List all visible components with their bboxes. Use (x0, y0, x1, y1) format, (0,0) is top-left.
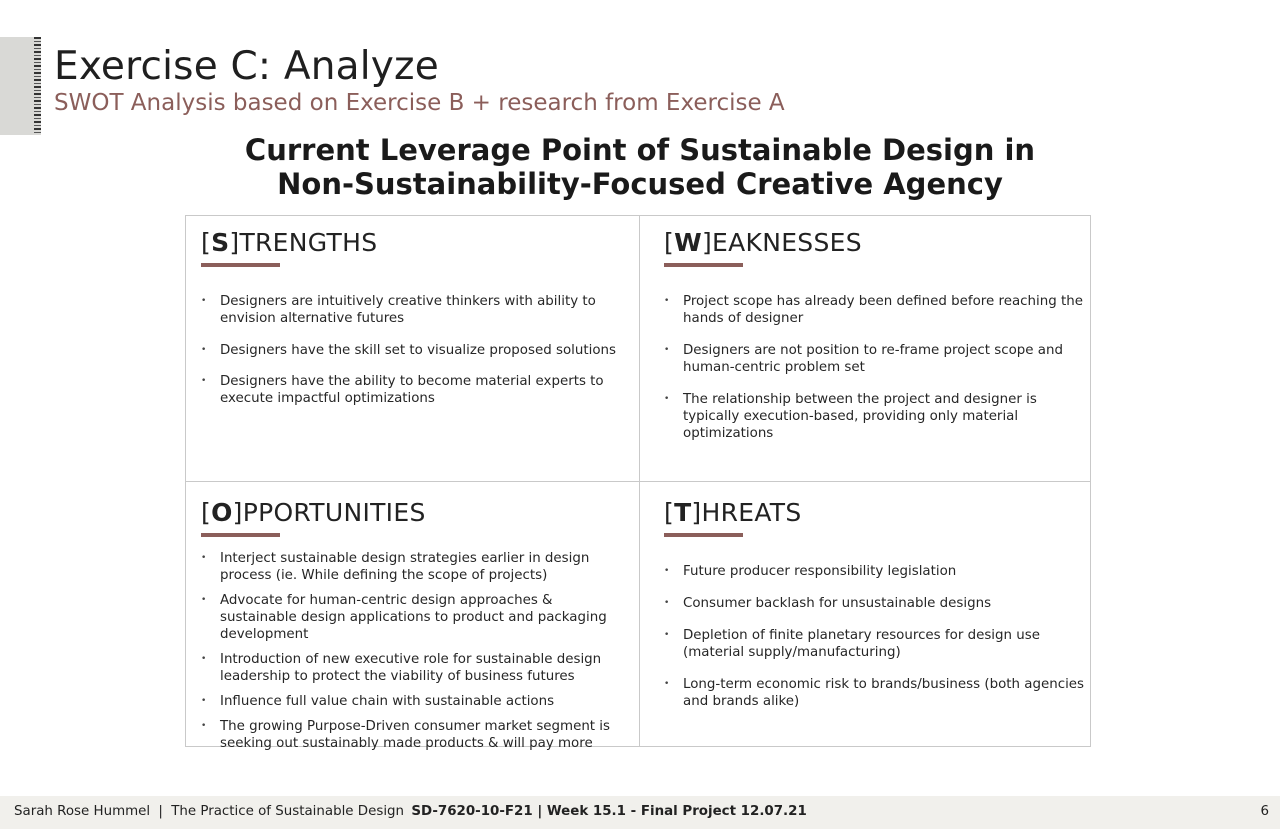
strengths-bracket-open: [ (201, 228, 212, 257)
opportunities-list (201, 550, 623, 752)
footer-bar (0, 796, 1280, 829)
list-item: • Depletion of finite planetary resources for design use (material supply/manufacturing) (664, 627, 1084, 661)
swot-grid-horizontal-divider (185, 481, 1091, 482)
threats-heading (664, 498, 802, 527)
weaknesses-quadrant (664, 228, 862, 267)
list-item: • Designers have the skill set to visualize proposed solutions (201, 342, 621, 359)
weaknesses-rest: EAKNESSES (712, 228, 862, 257)
list-item: • Influence full value chain with sustainable actions (201, 693, 623, 710)
list-item: • Long-term economic risk to brands/business (both agencies and brands alike) (664, 676, 1084, 710)
weaknesses-heading (664, 228, 862, 257)
footer-credits (14, 804, 807, 819)
slide-subtitle: SWOT Analysis based on Exercise B + research from Exercise A (54, 90, 785, 116)
list-item: • Designers are intuitively creative thinkers with ability to envision alternative futures (201, 293, 621, 327)
list-item: • The growing Purpose-Driven consumer market segment is seeking out sustainably made products & will pay more (201, 718, 623, 752)
strengths-heading (201, 228, 377, 257)
list-item: • Introduction of new executive role for sustainable design leadership to protect the viability of business futures (201, 651, 623, 685)
strengths-list (201, 293, 621, 407)
weaknesses-list (664, 293, 1084, 442)
list-item: • The relationship between the project and designer is typically execution-based, providing only material optimizations (664, 391, 1084, 442)
threats-letter: T (674, 498, 692, 527)
opportunities-underline (201, 533, 280, 537)
opportunities-bracket-open: [ (201, 498, 212, 527)
swot-heading (0, 133, 1280, 201)
opportunities-quadrant (201, 498, 426, 537)
threats-bracket-open: [ (664, 498, 675, 527)
footer-author: Sarah Rose Hummel (14, 804, 151, 819)
opportunities-letter: O (211, 498, 233, 527)
list-item: • Advocate for human-centric design approaches & sustainable design applications to product and packaging development (201, 592, 623, 643)
side-tab-pattern (34, 37, 41, 135)
list-item: • Designers have the ability to become material experts to execute impactful optimizations (201, 373, 621, 407)
opportunities-bracket-close: ] (232, 498, 243, 527)
opportunities-heading (201, 498, 426, 527)
weaknesses-letter: W (674, 228, 702, 257)
strengths-quadrant (201, 228, 377, 267)
page-number: 6 (1260, 804, 1269, 819)
threats-bracket-close: ] (691, 498, 702, 527)
strengths-rest: TRENGTHS (239, 228, 378, 257)
list-item: • Designers are not position to re-frame project scope and human-centric problem set (664, 342, 1084, 376)
footer-separator: | (158, 804, 163, 819)
list-item: • Interject sustainable design strategies earlier in design process (ie. While defining the scope of projects) (201, 550, 623, 584)
strengths-bracket-close: ] (229, 228, 240, 257)
list-item: • Project scope has already been defined before reaching the hands of designer (664, 293, 1084, 327)
footer-course: The Practice of Sustainable Design (171, 804, 405, 819)
strengths-letter: S (211, 228, 230, 257)
weaknesses-underline (664, 263, 743, 267)
threats-rest: HREATS (701, 498, 802, 527)
threats-list (664, 563, 1084, 710)
weaknesses-bracket-close: ] (701, 228, 713, 257)
footer-course-code: SD-7620-10-F21 | Week 15.1 - Final Project 12.07.21 (411, 804, 807, 819)
opportunities-rest: PPORTUNITIES (242, 498, 426, 527)
strengths-underline (201, 263, 280, 267)
threats-underline (664, 533, 743, 537)
swot-heading-line-1: Current Leverage Point of Sustainable Design in (244, 133, 1036, 167)
slide-title: Exercise C: Analyze (54, 44, 439, 89)
weaknesses-bracket-open: [ (664, 228, 675, 257)
list-item: • Future producer responsibility legislation (664, 563, 1084, 580)
list-item: • Consumer backlash for unsustainable designs (664, 595, 1084, 612)
side-tab-decoration (0, 37, 41, 135)
threats-quadrant (664, 498, 802, 537)
swot-heading-line-2: Non-Sustainability-Focused Creative Agency (277, 167, 1003, 201)
